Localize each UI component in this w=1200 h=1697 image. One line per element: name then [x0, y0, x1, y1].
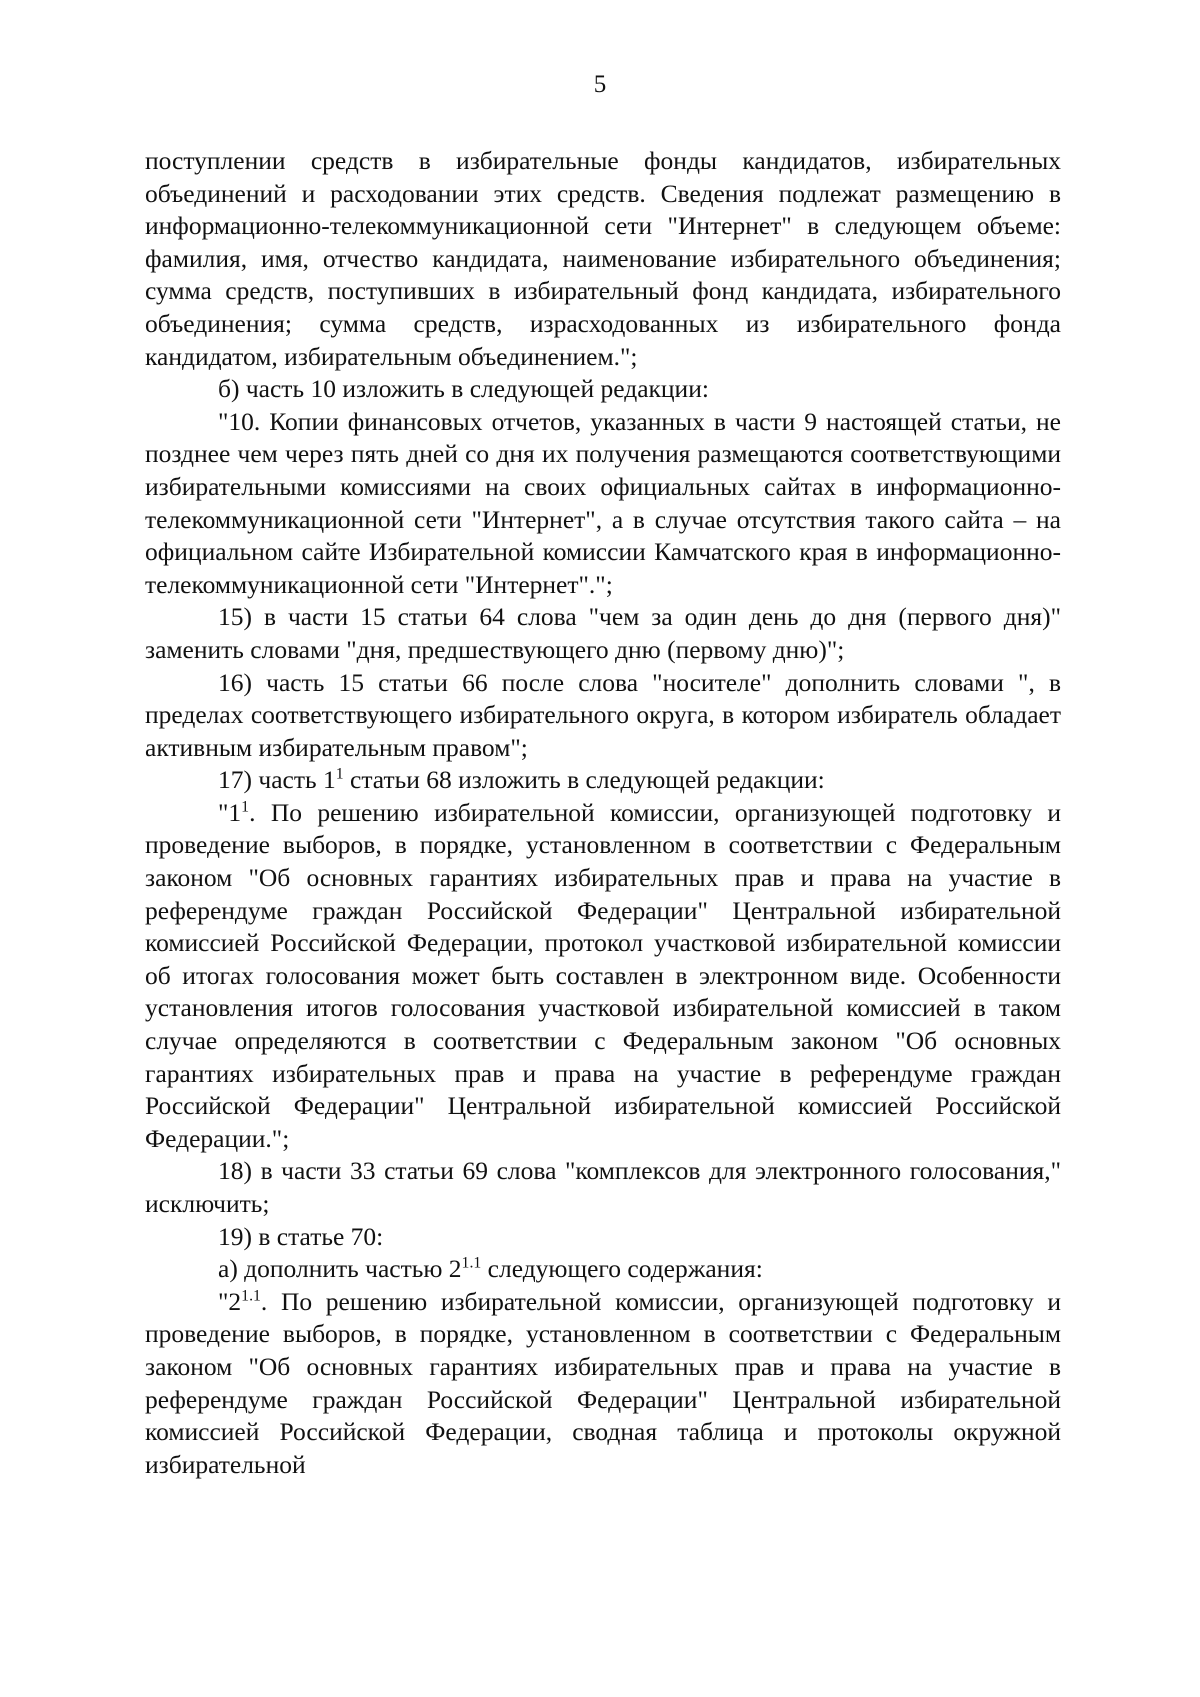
paragraph-item-16: [145, 667, 1061, 765]
paragraph-item-15: [145, 601, 1061, 666]
paragraph-item-18: [145, 1155, 1061, 1220]
paragraph-add-part-2-1-1: [145, 1253, 1061, 1286]
paragraph-amend-part-10: [145, 373, 1061, 406]
paragraph-text: . По решению избирательной комиссии, организующей подготовку и проведение выборов, в порядке, установленном в соответствии с Федеральным законом "Об основных гарантиях избирательных прав и права на участие в референдуме граждан Российской Федерации" Центральной избирательной комиссией Российской Федерации, сводная таблица и протоколы окружной избирательной: [145, 1286, 1061, 1479]
paragraph-text: . По решению избирательной комиссии, организующей подготовку и проведение выборов, в порядке, установленном в соответствии с Федеральным законом "Об основных гарантиях избирательных прав и права на участие в референдуме граждан Российской Федерации" Центральной избирательной комиссией Российской Федерации, протокол участковой избирательной комиссии об итогах голосования может быть составлен в электронном виде. Особенности установления итогов голосования участковой избирательной комиссией в таком случае определяются в соответствии с Федеральным законом "Об основных гарантиях избирательных прав и права на участие в референдуме граждан Российской Федерации" Центральной избирательной комиссией Российской Федерации.";: [145, 797, 1061, 1153]
paragraph-part-1-1-text: [145, 797, 1061, 1156]
paragraph-text: статьи 68 изложить в следующей редакции:: [343, 765, 825, 795]
paragraph-text: 16) часть 15 статьи 66 после слова "носителе" дополнить словами ", в пределах соответствующего избирательного округа, в котором избиратель обладает активным избирательным правом";: [145, 667, 1061, 762]
paragraph-text: 19) в статье 70:: [218, 1221, 384, 1251]
superscript-index: 1.1: [461, 1254, 482, 1272]
paragraph-text: б) часть 10 изложить в следующей редакции:: [218, 374, 709, 404]
paragraph-text: "10. Копии финансовых отчетов, указанных в части 9 настоящей статьи, не позднее чем через пять дней со дня их получения размещаются соответствующими избирательными комиссиями на своих официальных сайтах в информационно-телекоммуникационной сети "Интернет", а в случае отсутствия такого сайта – на официальном сайте Избирательной комиссии Камчатского края в информационно-телекоммуникационной сети "Интернет".";: [145, 406, 1061, 599]
paragraph-text: 17) часть 1: [218, 765, 336, 795]
paragraph-text: следующего содержания:: [481, 1254, 763, 1284]
paragraph-part-10-text: [145, 406, 1061, 602]
paragraph-text: 18) в части 33 статьи 69 слова "комплексов для электронного голосования," исключить;: [145, 1156, 1061, 1218]
paragraph-text: а) дополнить частью 2: [218, 1254, 462, 1284]
paragraph-item-17: [145, 764, 1061, 797]
superscript-index: 1: [241, 798, 250, 816]
paragraph-funds-publication: [145, 145, 1061, 373]
page-number: 5: [593, 71, 607, 98]
superscript-index: 1: [335, 765, 344, 783]
paragraph-part-2-1-1-text: [145, 1286, 1061, 1482]
paragraph-text: "1: [218, 797, 242, 827]
paragraph-text: поступлении средств в избирательные фонды кандидатов, избирательных объединений и расходовании этих средств. Сведения подлежат размещению в информационно-телекоммуникационной сети "Интернет" в следующем объеме: фамилия, имя, отчество кандидата, наименование избирательного объединения; сумма средств, поступивших в избирательный фонд кандидата, избирательного объединения; сумма средств, израсходованных из избирательного фонда кандидатом, избирательным объединением.";: [145, 146, 1061, 371]
paragraph-text: "2: [218, 1286, 242, 1316]
document-body: [145, 145, 1061, 1481]
paragraph-text: 15) в части 15 статьи 64 слова "чем за один день до дня (первого дня)" заменить словами "дня, предшествующего дню (первому дню)";: [145, 602, 1061, 664]
superscript-index: 1.1: [241, 1287, 261, 1305]
paragraph-item-19: [145, 1221, 1061, 1254]
